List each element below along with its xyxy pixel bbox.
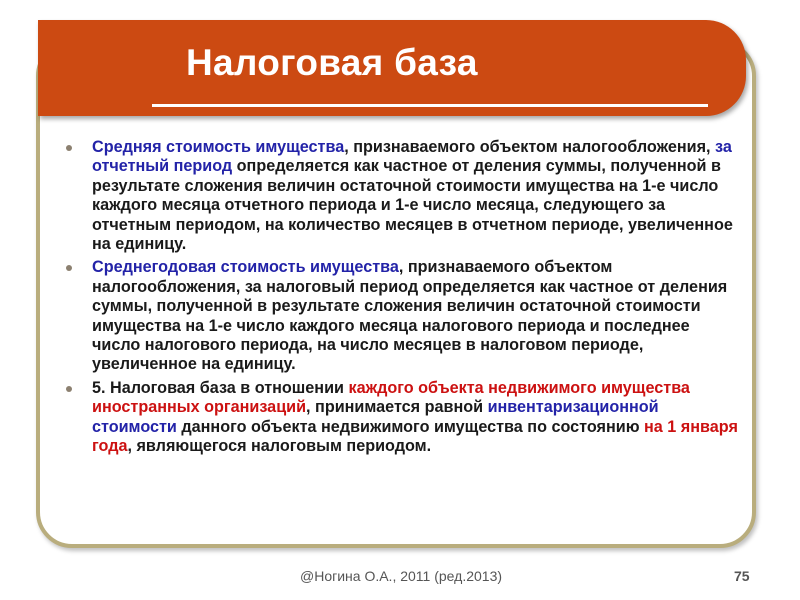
list-item — [66, 379, 742, 457]
title-underline — [152, 104, 708, 107]
list-item — [66, 258, 742, 374]
term-foreign-property: каждого объекта недвижимого имущества иностранных организаций — [92, 378, 690, 417]
term-inventory-value: инвентаризационной стоимости — [92, 398, 659, 436]
page-number: 75 — [734, 568, 750, 584]
term-january-first: на 1 января года — [92, 417, 738, 456]
bullet-icon — [66, 386, 72, 392]
item-text: , являющегося налоговым периодом. — [127, 437, 432, 456]
item-text: , принимается равной — [306, 398, 488, 417]
bullet-icon — [66, 265, 72, 271]
item-text: определяется как частное от деления суммы, полученной в результате сложения величин остаточной стоимости имущества на 1-е число каждого месяца отчетного периода и 1-е число месяца, следующего за отчетным периодом, на количество месяцев в отчетном периоде, увеличенное на единицу. — [92, 157, 733, 254]
item-text: 5. Налоговая база в отношении — [92, 378, 349, 397]
term-average-value: Средняя стоимость имущества — [92, 138, 345, 156]
item-text: , признаваемого объектом налогообложения, за налоговый период определяется как частное от деления суммы, полученной в результате сложения величин остаточной стоимости имущества на 1-е число каждого месяца налогового периода и последнее число налогового периода, на число месяцев в налоговом периоде, увеличенное на единицу. — [92, 258, 728, 374]
slide-body — [66, 138, 742, 461]
item-text: данного объекта недвижимого имущества по состоянию — [176, 417, 645, 436]
slide-title: Налоговая база — [186, 42, 478, 83]
bullet-icon — [66, 145, 72, 151]
list-item — [66, 138, 742, 254]
term-reporting-period: за отчетный период — [92, 138, 732, 176]
item-text: , признаваемого объектом налогообложения, — [344, 138, 716, 156]
footer-credit: @Ногина О.А., 2011 (ред.2013) — [300, 568, 503, 584]
term-annual-average-value: Среднегодовая стоимость имущества — [92, 258, 399, 277]
